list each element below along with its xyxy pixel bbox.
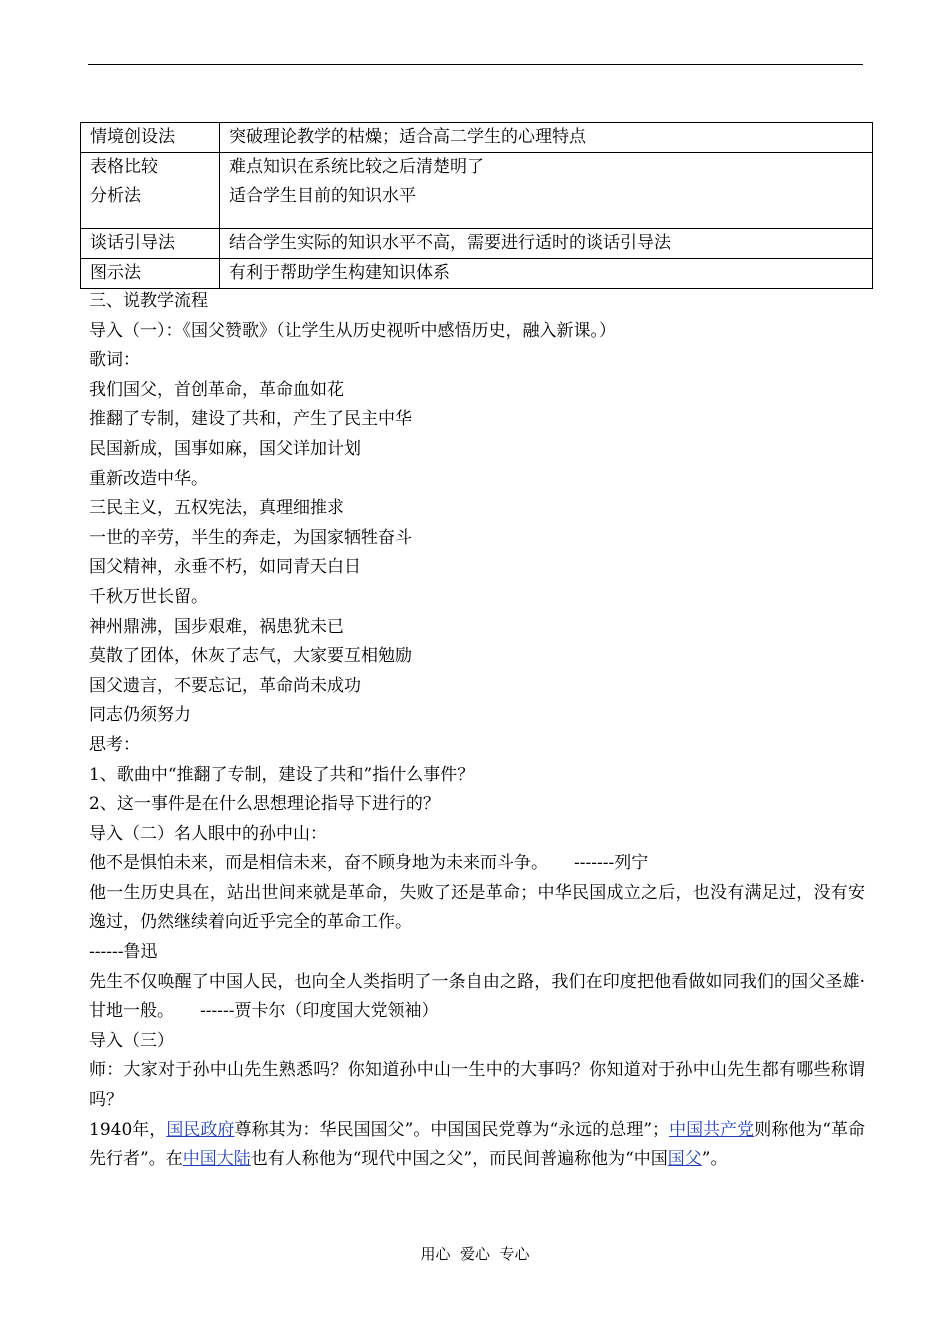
text-run: ”。	[701, 1149, 728, 1170]
section-title: 三、说教学流程	[89, 291, 208, 311]
method-line: 分析法	[90, 186, 141, 206]
quote-text: 先生不仅唤醒了中国人民，也向全人类指明了一条自由之路，我们在印度把他看做如同我们的国父圣雄·甘地一般。	[89, 971, 865, 1022]
quote-attribution: ------鲁迅	[89, 942, 158, 963]
table-row	[81, 229, 873, 259]
question: 2、这一事件是在什么思想理论指导下进行的？	[89, 794, 440, 815]
lyric-line: 推翻了专制，建设了共和，产生了民主中华	[89, 409, 412, 430]
quote-jakar	[89, 968, 865, 1027]
quote-text: 他不是惧怕未来，而是相信未来，奋不顾身地为未来而斗争。	[89, 853, 548, 874]
lyric-line: 神州鼎沸，国步艰难，祸患犹未已	[89, 616, 344, 637]
quote-attribution: ------贾卡尔（印度国大党领袖）	[200, 1001, 439, 1022]
lyrics-label: 歌词：	[89, 350, 140, 371]
intro-two: 导入（二）名人眼中的孙中山：	[89, 823, 327, 844]
quote-luxun: 他一生历史具在，站出世间来就是革命，失败了还是革命；中华民国成立之后，也没有满足过，没有安逸过，仍然继续着向近乎完全的革命工作。	[89, 882, 865, 933]
lyric-line: 同志仍须努力	[89, 705, 191, 726]
method-cell	[81, 153, 220, 229]
lyric-line: 三民主义，五权宪法，真理细推求	[89, 498, 344, 519]
page-footer: 用心 爱心 专心	[420, 1245, 530, 1263]
link-communist-party[interactable]: 中国共产党	[669, 1119, 755, 1140]
lyric-line: 重新改造中华。	[89, 468, 208, 489]
teaching-methods-table	[80, 122, 873, 289]
link-mainland-china[interactable]: 中国大陆	[182, 1149, 251, 1170]
method-cell: 谈话引导法	[81, 229, 220, 259]
lyric-line: 国父精神，永垂不朽，如同青天白日	[89, 557, 361, 578]
text-run: 1940年，	[89, 1119, 167, 1140]
link-national-government[interactable]: 国民政府	[166, 1119, 235, 1140]
quote-lenin	[89, 849, 865, 879]
reason-line: 难点知识在系统比较之后清楚明了	[229, 157, 484, 177]
method-line: 表格比较	[90, 157, 158, 177]
table-row	[81, 123, 873, 153]
lyric-line: 一世的辛劳，半生的奔走，为国家牺牲奋斗	[89, 527, 412, 548]
lyric-line: 我们国父，首创革命，革命血如花	[89, 379, 344, 400]
reason-cell: 突破理论教学的枯燥；适合高二学生的心理特点	[220, 123, 873, 153]
lyric-line: 千秋万世长留。	[89, 586, 208, 607]
reason-cell: 有利于帮助学生构建知识体系	[220, 259, 873, 289]
lyric-line: 民国新成，国事如麻，国父详加计划	[89, 438, 361, 459]
reason-cell: 结合学生实际的知识水平不高，需要进行适时的谈话引导法	[220, 229, 873, 259]
method-cell: 图示法	[81, 259, 220, 289]
lyric-line: 莫散了团体，休灰了志气，大家要互相勉励	[89, 646, 412, 667]
document-body	[89, 287, 865, 1175]
text-run: 则称他为“革命先行者”。在	[89, 1119, 866, 1170]
reason-line: 适合学生目前的知识水平	[229, 186, 416, 206]
lyric-line: 国父遗言，不要忘记，革命尚未成功	[89, 675, 361, 696]
method-cell: 情境创设法	[81, 123, 220, 153]
table-row	[81, 153, 873, 229]
think-label: 思考：	[89, 734, 140, 755]
intro-one: 导入（一）：《国父赞歌》（让学生从历史视听中感悟历史，融入新课。）	[89, 320, 616, 341]
text-run: 尊称其为：华民国国父”。中国国民党尊为“永远的总理”；	[234, 1119, 670, 1140]
titles-paragraph	[89, 1116, 865, 1175]
reason-cell	[220, 153, 873, 229]
text-run: 也有人称他为“现代中国之父”，而民间普遍称他为“中国	[250, 1149, 668, 1170]
quote-attribution: -------列宁	[574, 853, 649, 874]
table-row	[81, 259, 873, 289]
intro-three: 导入（三）	[89, 1030, 174, 1051]
header-rule	[88, 64, 863, 65]
teacher-question: 师：大家对于孙中山先生熟悉吗？你知道孙中山一生中的大事吗？你知道对于孙中山先生都有哪些称谓吗？	[89, 1060, 865, 1111]
question: 1、歌曲中“推翻了专制，建设了共和”指什么事件？	[89, 764, 475, 785]
link-guofu[interactable]: 国父	[667, 1149, 702, 1170]
